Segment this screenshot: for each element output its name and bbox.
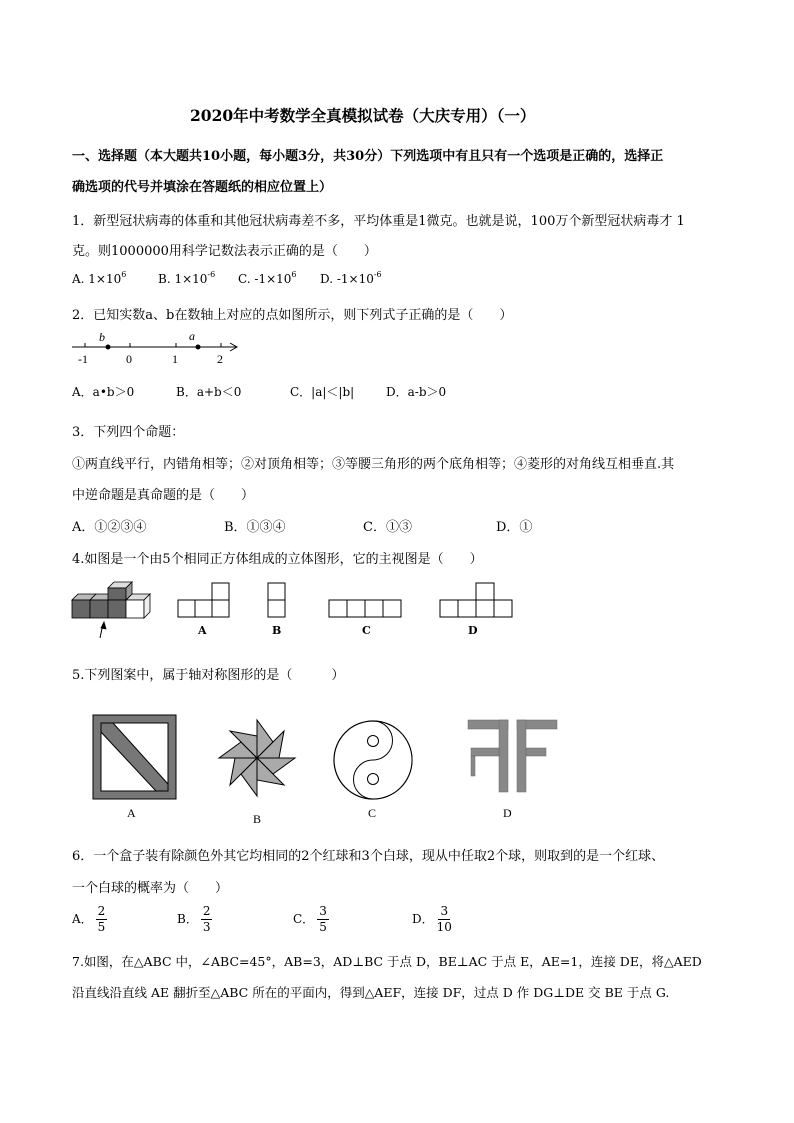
tick-label: 1 (172, 352, 178, 366)
q4-stem: 4.如图是一个由5个相同正方体组成的立体图形，它的主视图是（ ） (72, 552, 483, 567)
tick-label: 2 (217, 352, 223, 366)
q5-option-b-figure (219, 720, 295, 796)
q4-option-d-figure (440, 583, 512, 617)
q6-option-c: C． $\frac{3}{5}$ (293, 904, 327, 934)
q6-line1: 6．一个盒子装有除颜色外其它均相同的2个红球和3个白球，现从中任取2个球，则取到的是一个红球、 (72, 849, 665, 864)
q7-line1: 7.如图，在△ABC 中，∠ABC=45°，AB=3，AD⊥BC 于点 D，BE⊥AC 于点 E，AE=1，连接 DE，将△AED (72, 954, 702, 969)
q2-option-a: A．a•b＞0 (72, 385, 135, 399)
q1-stem-line1: 1．新型冠状病毒的体重和其他冠状病毒差不多，平均体重是1微克。也就是说，100万个新型冠状病毒才 1 (72, 214, 685, 229)
q2-option-b: B．a+b＜0 (176, 385, 242, 399)
point-b-label: b (99, 330, 105, 344)
q5-option-a-figure (93, 715, 176, 799)
q4-option-c-figure (329, 600, 401, 617)
q3-option-b: B．①③④ (224, 520, 286, 535)
q3-line2: 中逆命题是真命题的是（ ） (72, 488, 255, 503)
q6-line2: 一个白球的概率为（ ） (72, 881, 229, 896)
q6-option-b: B． $\frac{2}{3}$ (177, 904, 211, 934)
section-heading-line1: 一、选择题（本大题共10小题，每小题3分，共30分）下列选项中有且只有一个选项是正确的，选择正 (72, 149, 664, 164)
q3-stem: 3．下列四个命题： (72, 425, 185, 440)
q5-option-c-figure (334, 721, 412, 799)
q1-stem-line2: 克。则1000000用科学记数法表示正确的是（ ） (72, 244, 377, 259)
section-heading-line2: 确选项的代号并填涂在答题纸的相应位置上） (72, 180, 333, 195)
q4-figures (70, 578, 530, 640)
q7-line2: 沿直线沿直线 AE 翻折至△ABC 所在的平面内，得到△AEF，连接 DF，过点 D 作 DG⊥DE 交 BE 于点 G. (72, 985, 670, 1000)
q4-label-b: B (272, 624, 282, 637)
q5-label-c: C (368, 806, 377, 820)
q4-label-c: C (362, 624, 371, 637)
q1-option-c: C. $-1\times 10^6$ (238, 270, 297, 286)
tick-label: -1 (78, 352, 88, 366)
q1-option-d: D. $-1\times 10^{-6}$ (320, 270, 382, 286)
q1-option-a: A. $1\times 10^6$ (72, 270, 127, 286)
q3-line1: ①两直线平行，内错角相等；②对顶角相等；③等腰三角形的两个底角相等；④菱形的对角线互相垂直.其 (72, 457, 675, 472)
point-a (196, 345, 201, 350)
q5-label-a: A (127, 806, 136, 820)
q5-label-b: B (253, 812, 262, 826)
point-a-label: a (189, 329, 195, 343)
tick-label: 0 (126, 352, 132, 366)
q5-figures (88, 710, 558, 810)
q1-option-b: B. $1\times 10^{-6}$ (158, 270, 216, 286)
q4-solid-figure (72, 582, 150, 638)
q2-option-c: C．|a|＜|b| (290, 385, 355, 399)
q3-option-d: D．① (496, 520, 533, 535)
q4-label-d: D (468, 624, 478, 637)
q6-option-a: A． $\frac{2}{5}$ (72, 904, 106, 934)
q5-stem: 5.下列图案中，属于轴对称图形的是（ ） (72, 668, 345, 683)
page-title: 2020年中考数学全真模拟试卷（大庆专用）（一） (190, 106, 536, 125)
q4-option-a-figure (178, 583, 229, 617)
q5-option-d-figure (468, 720, 557, 792)
q2-stem: 2．已知实数a、b在数轴上对应的点如图所示，则下列式子正确的是（ ） (72, 308, 513, 323)
q3-option-a: A．①②③④ (72, 520, 147, 535)
q4-option-b-figure (268, 583, 285, 617)
q6-option-d: D． $\frac{3}{10}$ (412, 904, 452, 934)
q3-option-c: C．①③ (363, 520, 412, 535)
q2-option-d: D．a-b＞0 (386, 385, 447, 399)
point-b (106, 345, 111, 350)
q5-label-d: D (503, 806, 512, 820)
q4-label-a: A (198, 624, 207, 637)
number-line-figure (70, 328, 245, 368)
